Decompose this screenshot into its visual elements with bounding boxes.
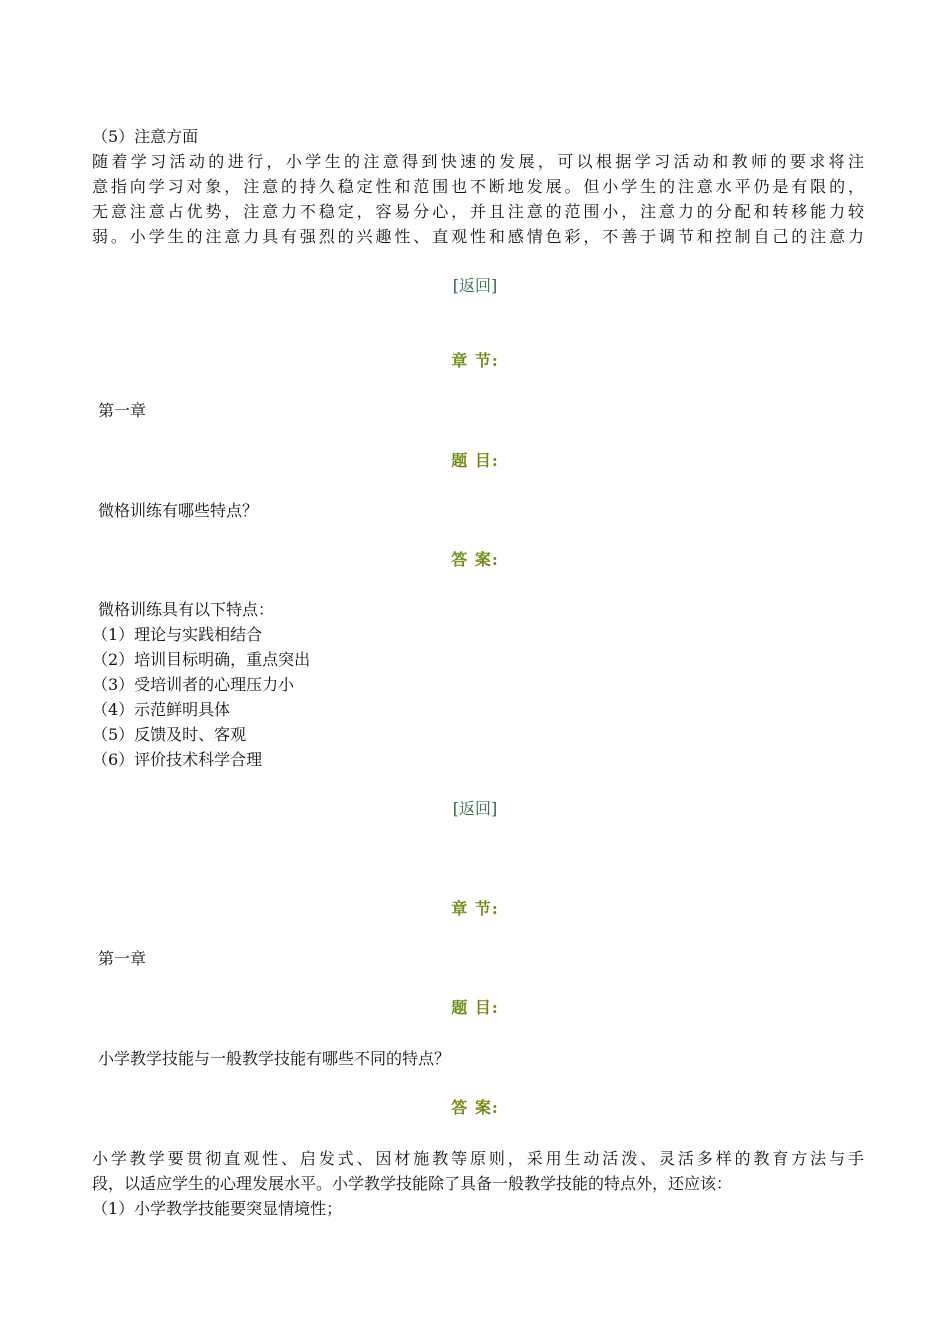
answer-line: （4）示范鲜明具体 [92, 700, 231, 719]
answer-line: （1）理论与实践相结合 [92, 625, 263, 644]
answer-line: （3）受培训者的心理压力小 [92, 675, 295, 694]
answer-line: 小学教学要贯彻直观性、启发式、因材施教等原则，采用生动活泼、灵活多样的教育方法与手 [92, 1149, 864, 1168]
question-value: 微格训练有哪些特点？ [98, 501, 259, 520]
paragraph-line: 无意注意占优势，注意力不稳定，容易分心，并且注意的范围小，注意力的分配和转移能力较 [92, 202, 864, 221]
section-heading: （5）注意方面 [92, 127, 199, 146]
paragraph-line: 意指向学习对象，注意的持久稳定性和范围也不断地发展。但小学生的注意水平仍是有限的， [92, 177, 864, 196]
answer-line: 段，以适应学生的心理发展水平。小学教学技能除了具备一般教学技能的特点外，还应该： [92, 1174, 733, 1193]
answer-line: （5）反馈及时、客观 [92, 725, 247, 744]
return-link[interactable]: 返回 [458, 799, 491, 818]
question-label: 题 目: [451, 451, 499, 470]
answer-line: （2）培训目标明确，重点突出 [92, 650, 311, 669]
question-label: 题 目: [451, 998, 499, 1017]
return-link-row: [返回] [452, 276, 498, 295]
return-link-row: [返回] [452, 799, 498, 818]
attention-section [92, 124, 864, 249]
question-value: 小学教学技能与一般教学技能有哪些不同的特点？ [98, 1049, 451, 1068]
answer-line: （6）评价技术科学合理 [92, 750, 263, 769]
paragraph-line: 弱。小学生的注意力具有强烈的兴趣性、直观性和感情色彩，不善于调节和控制自己的注意力 [92, 227, 864, 246]
paragraph-line: 随着学习活动的进行，小学生的注意得到快速的发展，可以根据学习活动和教师的要求将注 [92, 152, 864, 171]
answer-paragraph [92, 1146, 864, 1221]
chapter-label: 章 节: [451, 899, 499, 918]
return-link[interactable]: 返回 [458, 276, 491, 295]
chapter-value: 第一章 [98, 401, 147, 420]
answer-line: 微格训练具有以下特点： [98, 600, 275, 619]
answer-list [92, 597, 864, 772]
answer-line: （1）小学教学技能要突显情境性； [92, 1199, 343, 1218]
chapter-label: 章 节: [451, 351, 499, 370]
chapter-value: 第一章 [98, 949, 147, 968]
answer-label: 答 案: [451, 1098, 499, 1117]
answer-label: 答 案: [451, 550, 499, 569]
